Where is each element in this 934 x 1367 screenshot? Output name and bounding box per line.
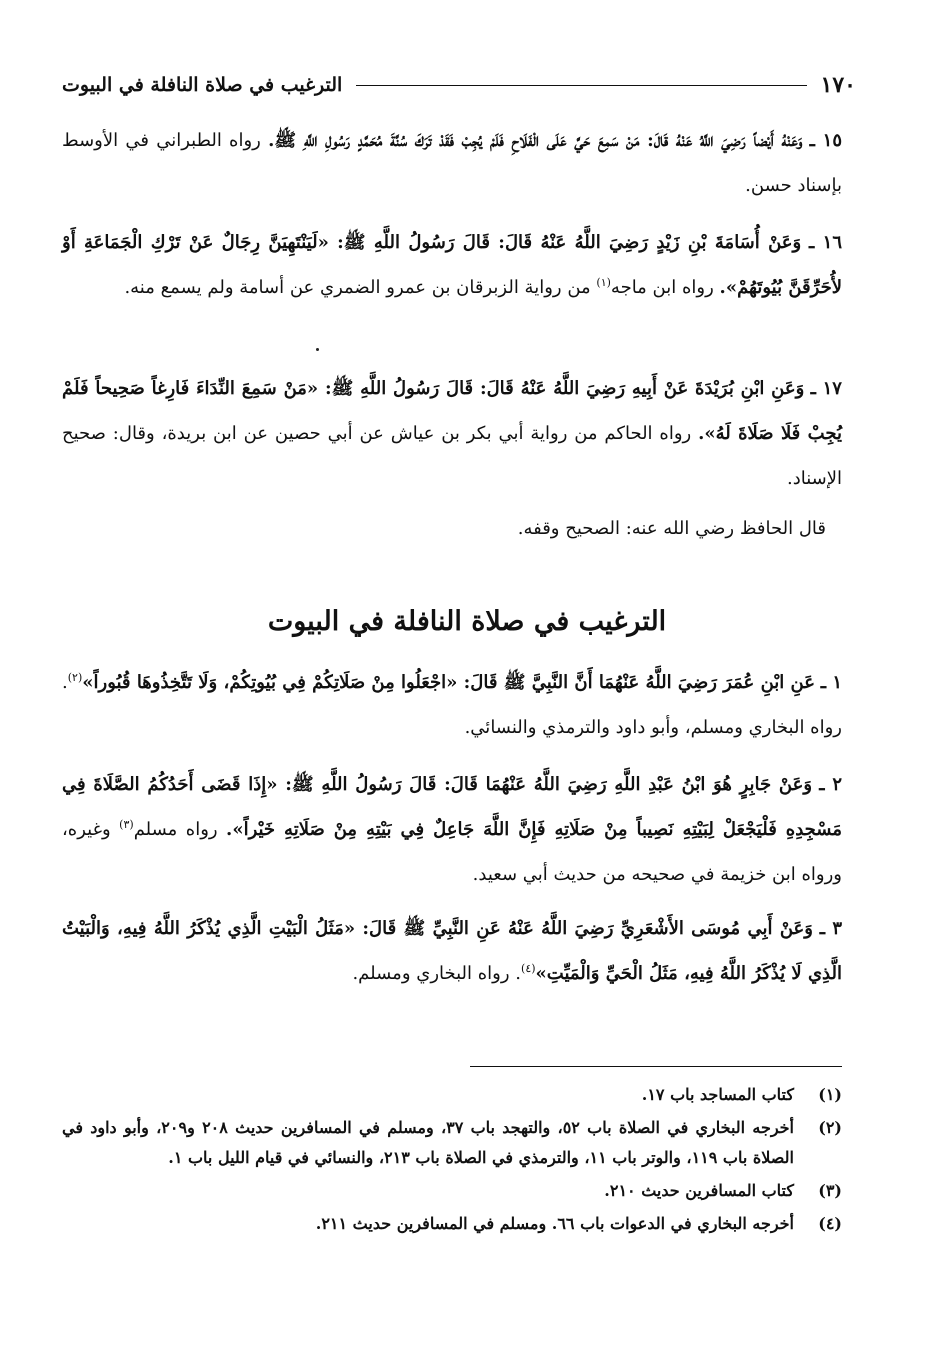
hadith-text: وَعَنْهُ أَيْضاً رَضِيَ اللَّهُ عَنْهُ قَالَ: مَنْ سَمِعَ حَيَّ عَلَى الْفَلَاحِ فَلَمْ يُجِبْ فَقَدْ تَرَكَ سُنَّةَ مُحَمَّدٍ رَسُولِ اللَّهِ ﷺ. (268, 130, 803, 151)
hadith-text: وَعَنْ جَابِرٍ هُوَ ابْنُ عَبْدِ اللَّهِ رَضِيَ اللَّهُ عَنْهُمَا قَالَ: قَالَ رَسُولُ اللَّهِ ﷺ: «إِذَا قَضَى أَحَدُكُمُ الصَّلَاةَ فِي مَسْجِدِهِ فَلْيَجْعَلْ لِبَيْتِهِ نَصِيباً مِنْ صَلَاتِهِ فَإِنَّ اللَّهَ جَاعِلٌ فِي بَيْتِهِ مِنْ صَلَاتِهِ خَيْراً». (62, 774, 842, 840)
running-title: الترغيب في صلاة النافلة في البيوت (62, 74, 343, 96)
hadith-source: . رواه البخاري ومسلم. (352, 963, 522, 984)
hadith-source-cont: وغيره، ورواه ابن خزيمة في صحيحه من حديث أبي سعيد. (62, 819, 842, 885)
footnote-separator (470, 1066, 842, 1067)
footnotes (62, 1080, 842, 1242)
footnote-ref[interactable]: (٣) (119, 818, 134, 831)
section-hadith-1 (62, 660, 842, 750)
hadith-number: ١٧ ـ (810, 378, 842, 399)
footnote-text: كتاب المسافرين حديث ٢١٠. (604, 1181, 794, 1200)
scan-speck (316, 348, 319, 351)
hafiz-note: قال الحافظ رضي الله عنه: الصحيح وقفه. (517, 518, 826, 539)
footnote-number: (٤) (818, 1214, 842, 1233)
hadith-text: وَعَنْ أُسَامَةَ بْنِ زَيْدٍ رَضِيَ اللَّهُ عَنْهُ قَالَ: قَالَ رَسُولُ اللَّهِ ﷺ: «لَيَنْتَهِيَنَّ رِجَالٌ عَنْ تَرْكِ الْجَمَاعَةِ أَوْ لأُحَرِّقَنَّ بُيُوتَهُمْ». (62, 232, 842, 298)
section-hadith-3 (62, 906, 842, 996)
hadith-number: ٣ ـ (819, 918, 842, 939)
hadith-text: عَنِ ابْنِ عُمَرَ رَضِيَ اللَّهُ عَنْهُمَا أَنَّ النَّبِيَّ ﷺ قَالَ: «اجْعَلُوا مِنْ صَلَاتِكُمْ فِي بُيُوتِكُمْ، وَلَا تَتَّخِذُوهَا قُبُوراً» (82, 672, 816, 693)
footnote-number: (٢) (818, 1118, 842, 1137)
footnote-ref[interactable]: (١) (596, 276, 611, 289)
hadith-source: رواه مسلم (133, 819, 218, 840)
footnote-2 (62, 1113, 842, 1173)
hadith-15 (62, 118, 842, 208)
hadith-number: ١ ـ (820, 672, 842, 693)
hadith-text: وَعَنْ أَبِي مُوسَى الأَشْعَرِيِّ رَضِيَ اللَّهُ عَنْهُ عَنِ النَّبِيِّ ﷺ قَالَ: «مَثَلُ الْبَيْتِ الَّذِي يُذْكَرُ اللَّهُ فِيهِ، وَالْبَيْتُ الَّذِي لَا يُذْكَرُ اللَّهُ فِيهِ، مَثَلُ الْحَيِّ وَالْمَيِّتِ» (62, 918, 842, 984)
hadith-source-cont: من رواية الزبرقان بن عمرو الضمري عن أسامة ولم يسمع منه. (124, 277, 591, 298)
hadith-number: ٢ ـ (819, 774, 842, 795)
hadith-number: ١٥ ـ (809, 130, 842, 151)
footnote-text: أخرجه البخاري في الدعوات باب ٦٦. ومسلم في المسافرين حديث ٢١١. (315, 1214, 794, 1233)
section-title: الترغيب في صلاة النافلة في البيوت (267, 606, 667, 637)
hadith-number: ١٦ ـ (809, 232, 842, 253)
hadith-source: رواه ابن ماجه (610, 277, 714, 298)
hadith-source: . رواه البخاري ومسلم، وأبو داود والترمذي والنسائي. (62, 672, 842, 738)
hadith-source: رواه الطبراني في الأوسط بإسناد حسن. (62, 130, 842, 196)
hadith-source: رواه الحاكم من رواية أبي بكر بن عياش عن أبي حصين عن ابن بريدة، وقال: صحيح الإسناد. (62, 423, 842, 489)
footnote-4 (62, 1209, 842, 1239)
footnote-number: (٣) (818, 1181, 842, 1200)
footnote-text: كتاب المساجد باب ١٧. (641, 1085, 794, 1104)
header-rule (356, 85, 806, 86)
footnote-ref[interactable]: (٤) (521, 962, 536, 975)
hadith-text: وَعَنِ ابْنِ بُرَيْدَةَ عَنْ أَبِيهِ رَضِيَ اللَّهُ عَنْهُ قَالَ: قَالَ رَسُولُ اللَّهِ ﷺ: «مَنْ سَمِعَ النِّدَاءَ فَارِغاً صَحِيحاً فَلَمْ يُجِبْ فَلَا صَلَاةَ لَهُ». (62, 378, 842, 444)
hadith-17 (62, 366, 842, 501)
footnote-3 (62, 1176, 842, 1206)
footnote-ref[interactable]: (٢) (67, 671, 83, 684)
footnote-text: أخرجه البخاري في الصلاة باب ٥٢، والتهجد باب ٣٧، ومسلم في المسافرين حديث ٢٠٨ و٢٠٩، وأبو داود في الصلاة باب ١١٩، والوتر باب ١١، والترمذي في الصلاة باب ٢١٣، والنسائي في قيام الليل باب ١. (62, 1118, 794, 1167)
running-header (62, 70, 856, 100)
page-number: ١٧٠ (820, 72, 856, 98)
footnote-1 (62, 1080, 842, 1110)
hadith-16 (62, 220, 842, 310)
footnote-number: (١) (818, 1085, 842, 1104)
section-hadith-2 (62, 762, 842, 897)
